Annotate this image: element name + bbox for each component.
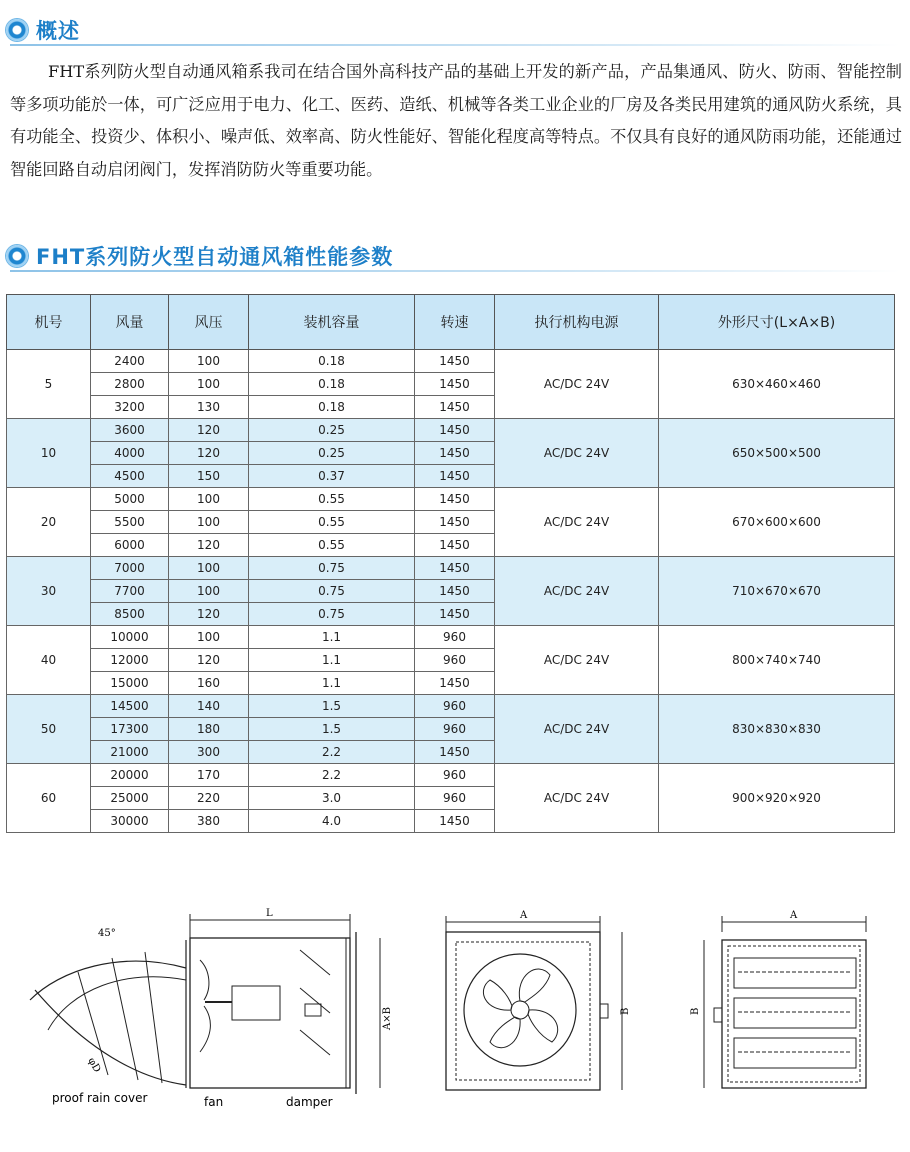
- fan-blade: [519, 969, 550, 1002]
- cell-speed: 1450: [415, 741, 495, 764]
- louver-panel: [734, 958, 856, 988]
- header-speed: 转速: [415, 295, 495, 350]
- cover-outer-arc: [30, 961, 186, 1000]
- cell-airflow: 12000: [91, 649, 169, 672]
- cell-speed: 1450: [415, 511, 495, 534]
- cell-power: 0.75: [249, 557, 415, 580]
- cell-pressure: 100: [169, 350, 249, 373]
- rear-view-drawing: [704, 916, 866, 1088]
- cell-speed: 1450: [415, 396, 495, 419]
- louver-panel: [734, 998, 856, 1028]
- cell-speed: 1450: [415, 580, 495, 603]
- cell-pressure: 100: [169, 557, 249, 580]
- cell-dimensions: 630×460×460: [659, 350, 895, 419]
- cell-power: 0.25: [249, 442, 415, 465]
- cell-speed: 960: [415, 787, 495, 810]
- fan-blade: [200, 960, 209, 1000]
- cell-airflow: 21000: [91, 741, 169, 764]
- table-row: [7, 695, 895, 718]
- cell-power: 0.55: [249, 534, 415, 557]
- cell-airflow: 2800: [91, 373, 169, 396]
- header-dimensions: 外形尺寸(L×A×B): [659, 295, 895, 350]
- axb-label: A×B: [382, 1007, 393, 1030]
- actuator-box: [600, 1004, 608, 1018]
- cell-airflow: 5000: [91, 488, 169, 511]
- cell-airflow: 8500: [91, 603, 169, 626]
- cell-power: 0.18: [249, 373, 415, 396]
- cell-speed: 960: [415, 718, 495, 741]
- cell-power: 1.1: [249, 626, 415, 649]
- cell-speed: 1450: [415, 672, 495, 695]
- cell-pressure: 220: [169, 787, 249, 810]
- fan-housing: [190, 938, 350, 1088]
- cell-airflow: 3600: [91, 419, 169, 442]
- caption-fan: fan: [204, 1095, 224, 1109]
- section-divider: [10, 44, 900, 46]
- cell-airflow: 7700: [91, 580, 169, 603]
- cell-speed: 1450: [415, 465, 495, 488]
- cell-airflow: 3200: [91, 396, 169, 419]
- cell-airflow: 14500: [91, 695, 169, 718]
- technical-drawings: [0, 880, 910, 1120]
- rear-inner-dashed: [728, 946, 860, 1082]
- actuator: [305, 1004, 321, 1016]
- cell-pressure: 140: [169, 695, 249, 718]
- front-width-label: A: [520, 910, 528, 921]
- cell-power: 4.0: [249, 810, 415, 833]
- cell-speed: 960: [415, 764, 495, 787]
- header-pressure: 风压: [169, 295, 249, 350]
- section-title: FHT系列防火型自动通风箱性能参数: [36, 245, 394, 269]
- fan-blade: [483, 980, 512, 1010]
- cell-airflow: 25000: [91, 787, 169, 810]
- front-inner-dashed: [456, 942, 590, 1080]
- section-divider: [10, 270, 900, 272]
- cell-dimensions: 670×600×600: [659, 488, 895, 557]
- motor-body: [232, 986, 280, 1020]
- cell-power: 0.18: [249, 396, 415, 419]
- actuator-box: [714, 1008, 722, 1022]
- cell-pressure: 380: [169, 810, 249, 833]
- cell-pressure: 130: [169, 396, 249, 419]
- bullet-icon: [6, 19, 28, 41]
- cell-model: 5: [7, 350, 91, 419]
- cell-pressure: 100: [169, 373, 249, 396]
- cell-actuator-supply: AC/DC 24V: [495, 695, 659, 764]
- table-row: [7, 626, 895, 649]
- table-row: [7, 419, 895, 442]
- fan-hub: [511, 1001, 529, 1019]
- cell-speed: 1450: [415, 350, 495, 373]
- table-header-row: [7, 295, 895, 350]
- bullet-icon: [6, 245, 28, 267]
- cell-power: 0.55: [249, 511, 415, 534]
- cell-power: 1.5: [249, 695, 415, 718]
- cell-speed: 1450: [415, 488, 495, 511]
- cell-dimensions: 710×670×670: [659, 557, 895, 626]
- section-heading-parameters: [6, 241, 393, 271]
- cell-airflow: 6000: [91, 534, 169, 557]
- header-actuator-supply: 执行机构电源: [495, 295, 659, 350]
- cell-speed: 1450: [415, 810, 495, 833]
- fan-blade: [528, 1010, 558, 1042]
- diameter-label: φD: [85, 1056, 103, 1075]
- front-height-label: B: [620, 1007, 631, 1015]
- cell-model: 20: [7, 488, 91, 557]
- cell-pressure: 120: [169, 419, 249, 442]
- cell-speed: 960: [415, 626, 495, 649]
- cell-speed: 1450: [415, 557, 495, 580]
- cell-actuator-supply: AC/DC 24V: [495, 626, 659, 695]
- cell-model: 30: [7, 557, 91, 626]
- cell-power: 0.75: [249, 580, 415, 603]
- cell-actuator-supply: AC/DC 24V: [495, 350, 659, 419]
- cell-speed: 960: [415, 695, 495, 718]
- cell-dimensions: 650×500×500: [659, 419, 895, 488]
- cell-airflow: 7000: [91, 557, 169, 580]
- front-view-drawing: [446, 916, 622, 1090]
- cell-power: 1.5: [249, 718, 415, 741]
- cell-model: 40: [7, 626, 91, 695]
- table-row: [7, 557, 895, 580]
- cell-speed: 1450: [415, 442, 495, 465]
- cell-airflow: 4500: [91, 465, 169, 488]
- cell-power: 0.55: [249, 488, 415, 511]
- cell-airflow: 17300: [91, 718, 169, 741]
- cell-speed: 960: [415, 649, 495, 672]
- table-row: [7, 488, 895, 511]
- cell-power: 0.75: [249, 603, 415, 626]
- damper-blade: [300, 950, 330, 975]
- cell-pressure: 120: [169, 649, 249, 672]
- cell-speed: 1450: [415, 603, 495, 626]
- damper-blade: [300, 1030, 330, 1055]
- cell-model: 10: [7, 419, 91, 488]
- cell-actuator-supply: AC/DC 24V: [495, 557, 659, 626]
- caption-damper: damper: [286, 1095, 333, 1109]
- cell-airflow: 5500: [91, 511, 169, 534]
- cell-pressure: 100: [169, 511, 249, 534]
- section-title: 概述: [36, 19, 80, 43]
- cell-speed: 1450: [415, 373, 495, 396]
- cell-airflow: 10000: [91, 626, 169, 649]
- table-row: [7, 350, 895, 373]
- cell-power: 0.25: [249, 419, 415, 442]
- cell-power: 1.1: [249, 649, 415, 672]
- cell-speed: 1450: [415, 534, 495, 557]
- cell-pressure: 300: [169, 741, 249, 764]
- cell-dimensions: 830×830×830: [659, 695, 895, 764]
- cell-power: 2.2: [249, 764, 415, 787]
- section-heading-overview: [6, 15, 80, 45]
- cell-model: 50: [7, 695, 91, 764]
- cover-rib: [145, 952, 162, 1083]
- cell-actuator-supply: AC/DC 24V: [495, 419, 659, 488]
- cell-pressure: 100: [169, 626, 249, 649]
- cell-pressure: 120: [169, 442, 249, 465]
- spec-table: [6, 294, 895, 833]
- cell-airflow: 15000: [91, 672, 169, 695]
- cell-airflow: 2400: [91, 350, 169, 373]
- louver-panel: [734, 1038, 856, 1068]
- table-row: [7, 764, 895, 787]
- cell-dimensions: 900×920×920: [659, 764, 895, 833]
- angle-label: 45°: [98, 928, 116, 939]
- cell-power: 3.0: [249, 787, 415, 810]
- rear-width-label: A: [790, 910, 798, 921]
- rear-frame: [722, 940, 866, 1088]
- cell-actuator-supply: AC/DC 24V: [495, 488, 659, 557]
- header-model: 机号: [7, 295, 91, 350]
- header-airflow: 风量: [91, 295, 169, 350]
- cover-inner-arc: [35, 990, 186, 1085]
- cell-power: 0.18: [249, 350, 415, 373]
- cell-airflow: 30000: [91, 810, 169, 833]
- fan-ring: [464, 954, 576, 1066]
- cell-pressure: 170: [169, 764, 249, 787]
- cell-airflow: 20000: [91, 764, 169, 787]
- cell-pressure: 120: [169, 534, 249, 557]
- cell-pressure: 180: [169, 718, 249, 741]
- cell-power: 1.1: [249, 672, 415, 695]
- cell-power: 0.37: [249, 465, 415, 488]
- intro-paragraph: FHT系列防火型自动通风箱系我司在结合国外高科技产品的基础上开发的新产品，产品集通风、防火、防雨、智能控制等多项功能於一体，可广泛应用于电力、化工、医药、造纸、机械等各类工业企业的厂房及各类民用建筑的通风防火系统，具有功能全、投资少、体积小、噪声低、效率高、防火性能好、智能化程度高等特点。不仅具有良好的通风防雨功能，还能通过智能回路自动启闭阀门，发挥消防防火等重要功能。: [10, 62, 902, 179]
- side-view-drawing: [30, 914, 380, 1094]
- cell-pressure: 100: [169, 488, 249, 511]
- caption-rain-cover: proof rain cover: [52, 1091, 148, 1105]
- cell-speed: 1450: [415, 419, 495, 442]
- cell-pressure: 120: [169, 603, 249, 626]
- header-power: 装机容量: [249, 295, 415, 350]
- fan-blade: [200, 1006, 210, 1052]
- cover-arc-2: [48, 977, 186, 1030]
- cell-pressure: 150: [169, 465, 249, 488]
- length-label: L: [266, 908, 273, 919]
- cell-actuator-supply: AC/DC 24V: [495, 764, 659, 833]
- cell-model: 60: [7, 764, 91, 833]
- cell-dimensions: 800×740×740: [659, 626, 895, 695]
- cell-airflow: 4000: [91, 442, 169, 465]
- cover-rib: [112, 958, 138, 1080]
- cell-pressure: 160: [169, 672, 249, 695]
- rear-height-label: B: [690, 1007, 701, 1015]
- cell-pressure: 100: [169, 580, 249, 603]
- fan-blade: [490, 1017, 520, 1048]
- cell-power: 2.2: [249, 741, 415, 764]
